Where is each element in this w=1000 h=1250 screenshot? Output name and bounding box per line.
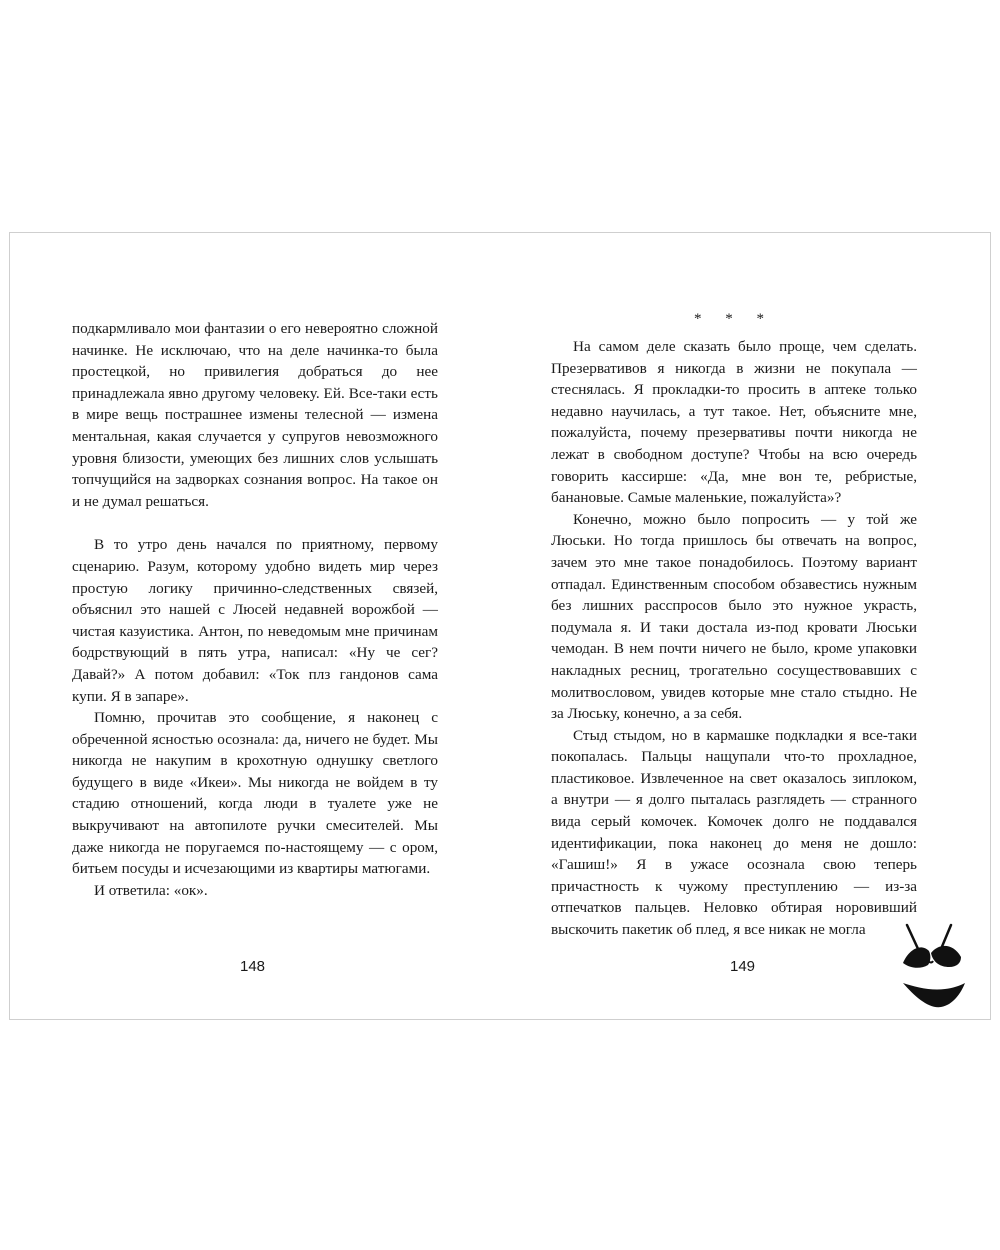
paragraph: Конечно, можно было попросить — у той же Люськи. Но тогда пришлось бы отвечать на вопрос, зачем это мне такое понадобилось. Поэтому вариант отпадал. Единственным способом обзавестись нужным без лишних расспросов было это нужное украсть, подумала я. И таки достала из-под кровати Люськи чемодан. В нем почти ничего не было, кроме упаковки накладных ресниц, трогательно сосуществовавших с молитвословом, увидев которые мне стало стыдно. Не за Люську, конечно, а за себя. (551, 510, 917, 723)
paragraph: Помню, прочитав это сообщение, я наконец с обреченной ясностью осознала: да, ничего не будет. Мы никогда не накупим в крохотную однушку светлого будущего в виде «Икеи». Мы никогда не войдем в ту стадию отношений, когда люди в туалете уже не выкручивают на автопилоте ручки смесителей. Мы даже никогда не поругаемся по-настоящему — с ором, битьем посуды и исчезающими из квартиры матюгами. (72, 709, 438, 878)
section-break: * * * (694, 311, 774, 327)
left-page (10, 233, 501, 1019)
page-number: 148 (240, 958, 266, 975)
left-page-text (72, 318, 438, 901)
right-page-text (551, 336, 917, 941)
paragraph: И ответила: «ок». (94, 881, 208, 899)
paragraph: Стыд стыдом, но в кармашке подкладки я все-таки покопалась. Пальцы нащупали что-то прохладное, пластиковое. Извлеченное на свет оказалось зиплоком, а внутри — я долго пыталась разглядеть — странного вида серый комочек. Комочек долго не поддавался идентификации, пока наконец до меня не дошло: «Гашиш!» Я в ужасе осознала свою теперь причастность к чужому преступлению — из-за отпечатков пальцев. Неловко обтирая норовивший выскочить пакетик об плед, я все никак не могла (551, 726, 917, 939)
bikini-icon (901, 921, 971, 1021)
paragraph: подкармливало мои фантазии о его невероятно сложной начинке. Не исключаю, что на деле начинка-то была простецкой, но привилегия добраться до нее принадлежала явно другому человеку. Ей. Все-таки есть в мире вещь пострашнее измены телесной — измена ментальная, какая случается у супругов невозможного уровня близости, умеющих без лишних слов услышать топчущийся на задворках сознания вопрос. На такое он и не думал решаться. (72, 320, 438, 510)
paragraph: На самом деле сказать было проще, чем сделать. Презервативов я никогда в жизни не покупала — стеснялась. Я прокладки-то просить в аптеке только недавно научилась, а тут такое. Нет, объясните мне, пожалуйста, почему презервативы почти никогда не лежат в свободном доступе? Чтобы на всю очередь говорить кассирше: «Да, мне вон те, ребристые, банановые. Самые маленькие, пожалуйста»? (551, 338, 917, 507)
book-spread (9, 232, 991, 1020)
paragraph: В то утро день начался по приятному, первому сценарию. Разум, которому удобно видеть мир через простую логику причинно-следственных связей, объяснил это нашей с Люсей недавней ворожбой — чистая казуистика. Антон, по неведомым мне причинам бодрствующий в пять утра, написал: «Ну че сег? Давай?» А потом добавил: «Ток плз гандонов сама купи. Я в запаре». (72, 536, 438, 705)
page-number: 149 (730, 958, 756, 975)
right-page (501, 233, 992, 1019)
